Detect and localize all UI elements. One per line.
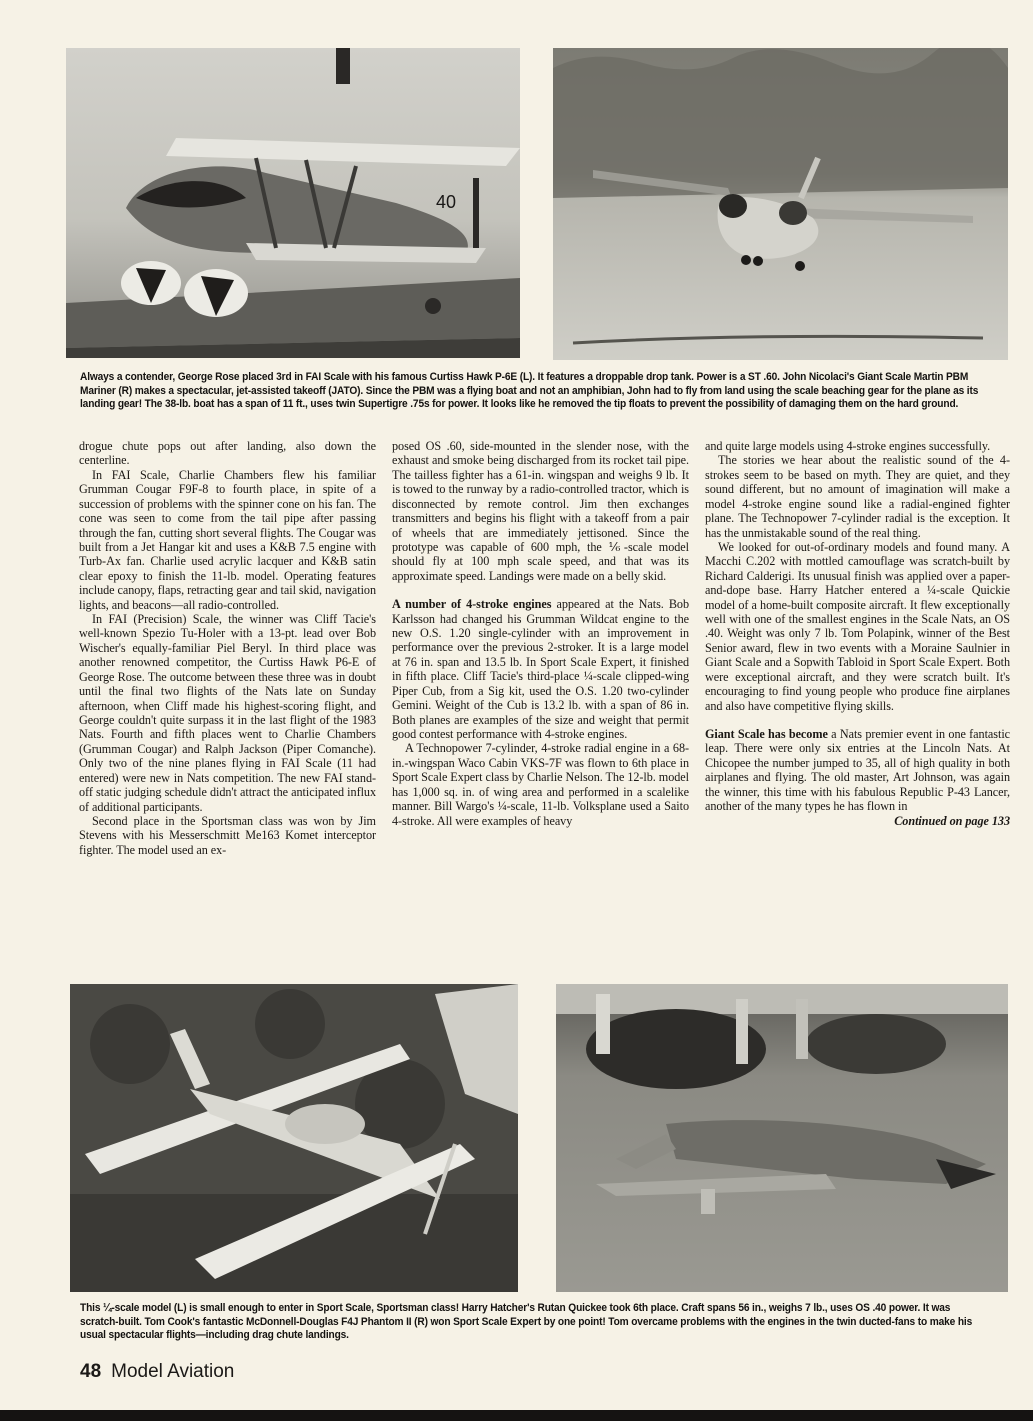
photo-phantom-ii bbox=[556, 984, 1008, 1292]
continued-on-link[interactable]: Continued on page 133 bbox=[894, 813, 1010, 828]
paragraph: posed OS .60, side-mounted in the slender nose, with the exhaust and smoke being discharged from its rocket tail pipe. The tailless fighter has a 61-in. wingspan and weighs 9 lb. It is towed to the runway by a radio-controlled tractor, which is disconnected by remote control. Jim then exchanges transmitters and begins his flight with a takeoff from a pair of wheels that are immediately jettisoned. Since the prototype was capable of 600 mph, the ⅙-scale model should fly at 100 mph scale speed, and that was its approximate speed. Landings were made on a belly skid. bbox=[392, 439, 689, 583]
paragraph: A Technopower 7-cylinder, 4-stroke radial engine in a 68-in.-wingspan Waco Cabin VKS-7F was flown to 6th place in Sport Scale Expert class by Charlie Nelson. The 12-lb. model has 1,000 sq. in. of wing area and performed in a scalelike manner. Bill Wargo's ¼-scale, 11-lb. Volksplane used a Saito 4-stroke. All were examples of heavy bbox=[392, 741, 689, 828]
bottom-photo-caption: This ¼-scale model (L) is small enough to enter in Sport Scale, Sportsman class! Harry Hatcher's Rutan Quickee took 6th place. Craft spans 56 in., weighs 7 lb., uses OS .40 power. It was scratch-built. Tom Cook's fantastic McDonnell-Douglas F4J Phantom II (R) won Sport Scale Expert by one point! Tom overcame problems with the engines in the twin ducted-fans to make his usual spectacular flights—including drag chute landings. bbox=[80, 1302, 973, 1342]
page-footer bbox=[80, 1361, 234, 1383]
publication-name: Model Aviation bbox=[111, 1361, 235, 1382]
photo-pbm-mariner bbox=[553, 48, 1008, 360]
scan-edge-bar bbox=[0, 1410, 1033, 1421]
paragraph: We looked for out-of-ordinary models and found many. A Macchi C.202 with mottled camouflage was scratch-built by Richard Calderigi. Its unusual finish was applied over a paper-and-dope base. Harry Hatcher entered a ¼-scale Quickie model of a home-built composite aircraft. It flew exceptionally well with one of the smallest engines in the Scale Nats, an OS .40. Weight was only 7 lb. Tom Polapink, winner of the Best Senior award, flew in two events with a Moraine Saulnier in Giant Scale and a Sopwith Tabloid in Sport Scale Expert. Both were exceptional aircraft, and they were scratch built. It's encouraging to find young people who produce fine airplanes and also have competitive flying skills. bbox=[705, 539, 1010, 713]
section-lead-in: A number of 4-stroke engines bbox=[392, 597, 552, 612]
article-column-1 bbox=[79, 439, 376, 857]
paragraph: In FAI Scale, Charlie Chambers flew his familiar Grumman Cougar F9F-8 to fourth place, in spite of a succession of problems with the spinner cone on his fan. The cone was seen to come from the tail pipe after passing through the fan, cutting short several flights. The Cougar was built from a Jet Hangar kit and uses a K&B 7.5 engine with Turb-Ax fan. Charlie used acrylic lacquer and K&B satin clear epoxy to finish the 11-lb. model. Operating features include canopy, flaps, retracting gear and tail skid, navigation lights, and beacons—all radio-controlled. bbox=[79, 467, 376, 612]
article-column-3 bbox=[705, 439, 1010, 828]
article-column-2 bbox=[392, 439, 689, 828]
paragraph: Giant Scale has become a Nats premier event in one fantastic leap. There were only six entries at the Lincoln Nats. At Chicopee the number jumped to 35, all of high quality in both airplanes and flying. The old master, Art Johnson, was again the winner, this time with his fabulous Republic P-43 Lancer, another of the many types he has flown in bbox=[705, 727, 1011, 814]
photo-rutan-quickee bbox=[70, 984, 518, 1292]
paragraph: In FAI (Precision) Scale, the winner was Cliff Tacie's well-known Spezio Tu-Holer with a 13-pt. lead over Bob Wischer's equally-familiar Piel Beryl. In third place was another renowned competitor, the Curtiss Hawk P6-E of George Rose. The outcome between these three was in doubt until the final two flights of the Nats late on Sunday afternoon, when Cliff made his highest-scoring flight, and George couldn't quite surpass it in the last flight of the 1983 Nats. Fourth and fifth places went to Charlie Chambers (Grumman Cougar) and Ralph Jackson (Piper Comanche). Only two of the nine planes flying in FAI Scale (11 had entered) were new in Nats competition. The new FAI stand-off static judging schedule didn't attract the anticipated influx of additional participants. bbox=[79, 612, 376, 814]
photo-curtiss-hawk bbox=[66, 48, 520, 358]
paragraph: A number of 4-stroke engines appeared at the Nats. Bob Karlsson had changed his Grumman Wildcat engine to the new O.S. 1.20 single-cylinder with an improvement in performance over the previous 2-stroker. It is a large model at 76 in. span and 13.5 lb. In Sport Scale Expert, it finished in fifth place. Cliff Tacie's third-place ¼-scale clipped-wing Piper Cub, from a Sig kit, used the O.S. 1.20 two-cylinder Gemini. Weight of the Cub is 13.2 lb. with a span of 86 in. Both planes are examples of the size and weight that permit good contest performance with 4-stroke engines. bbox=[392, 597, 689, 742]
paragraph: drogue chute pops out after landing, also down the centerline. bbox=[79, 439, 376, 468]
paragraph: and quite large models using 4-stroke engines successfully. bbox=[705, 439, 991, 453]
section-lead-in: Giant Scale has become bbox=[705, 727, 828, 742]
aircraft-number: 40 bbox=[436, 192, 457, 212]
paragraph: Second place in the Sportsman class was won by Jim Stevens with his Messerschmitt Me163 Komet interceptor fighter. The model used an ex- bbox=[79, 813, 376, 857]
top-photo-caption: Always a contender, George Rose placed 3rd in FAI Scale with his famous Curtiss Hawk P-6E (L). It features a droppable drop tank. Power is a ST .60. John Nicolaci's Giant Scale Martin PBM Mariner (R) makes a spectacular, jet-assisted takeoff (JATO). Since the PBM was a flying boat and not an amphibian, John had to fly from land using the scale beaching gear for the plane as its landing gear! The 38-lb. boat has a span of 11 ft., uses twin Supertigre .75s for power. It looks like he removed the tip floats to prevent the possibility of damaging them on the hard ground. bbox=[80, 371, 979, 411]
page-number: 48 bbox=[80, 1361, 102, 1382]
paragraph: The stories we hear about the realistic sound of the 4-strokes seem to be based on myth. They are quiet, and they sound different, but no amount of imagination will make a model 4-stroke engine sound like a radial-engined fighter plane. The Technopower 7-cylinder radial is the exception. It has the unmistakable sound of the real thing. bbox=[705, 453, 1010, 540]
